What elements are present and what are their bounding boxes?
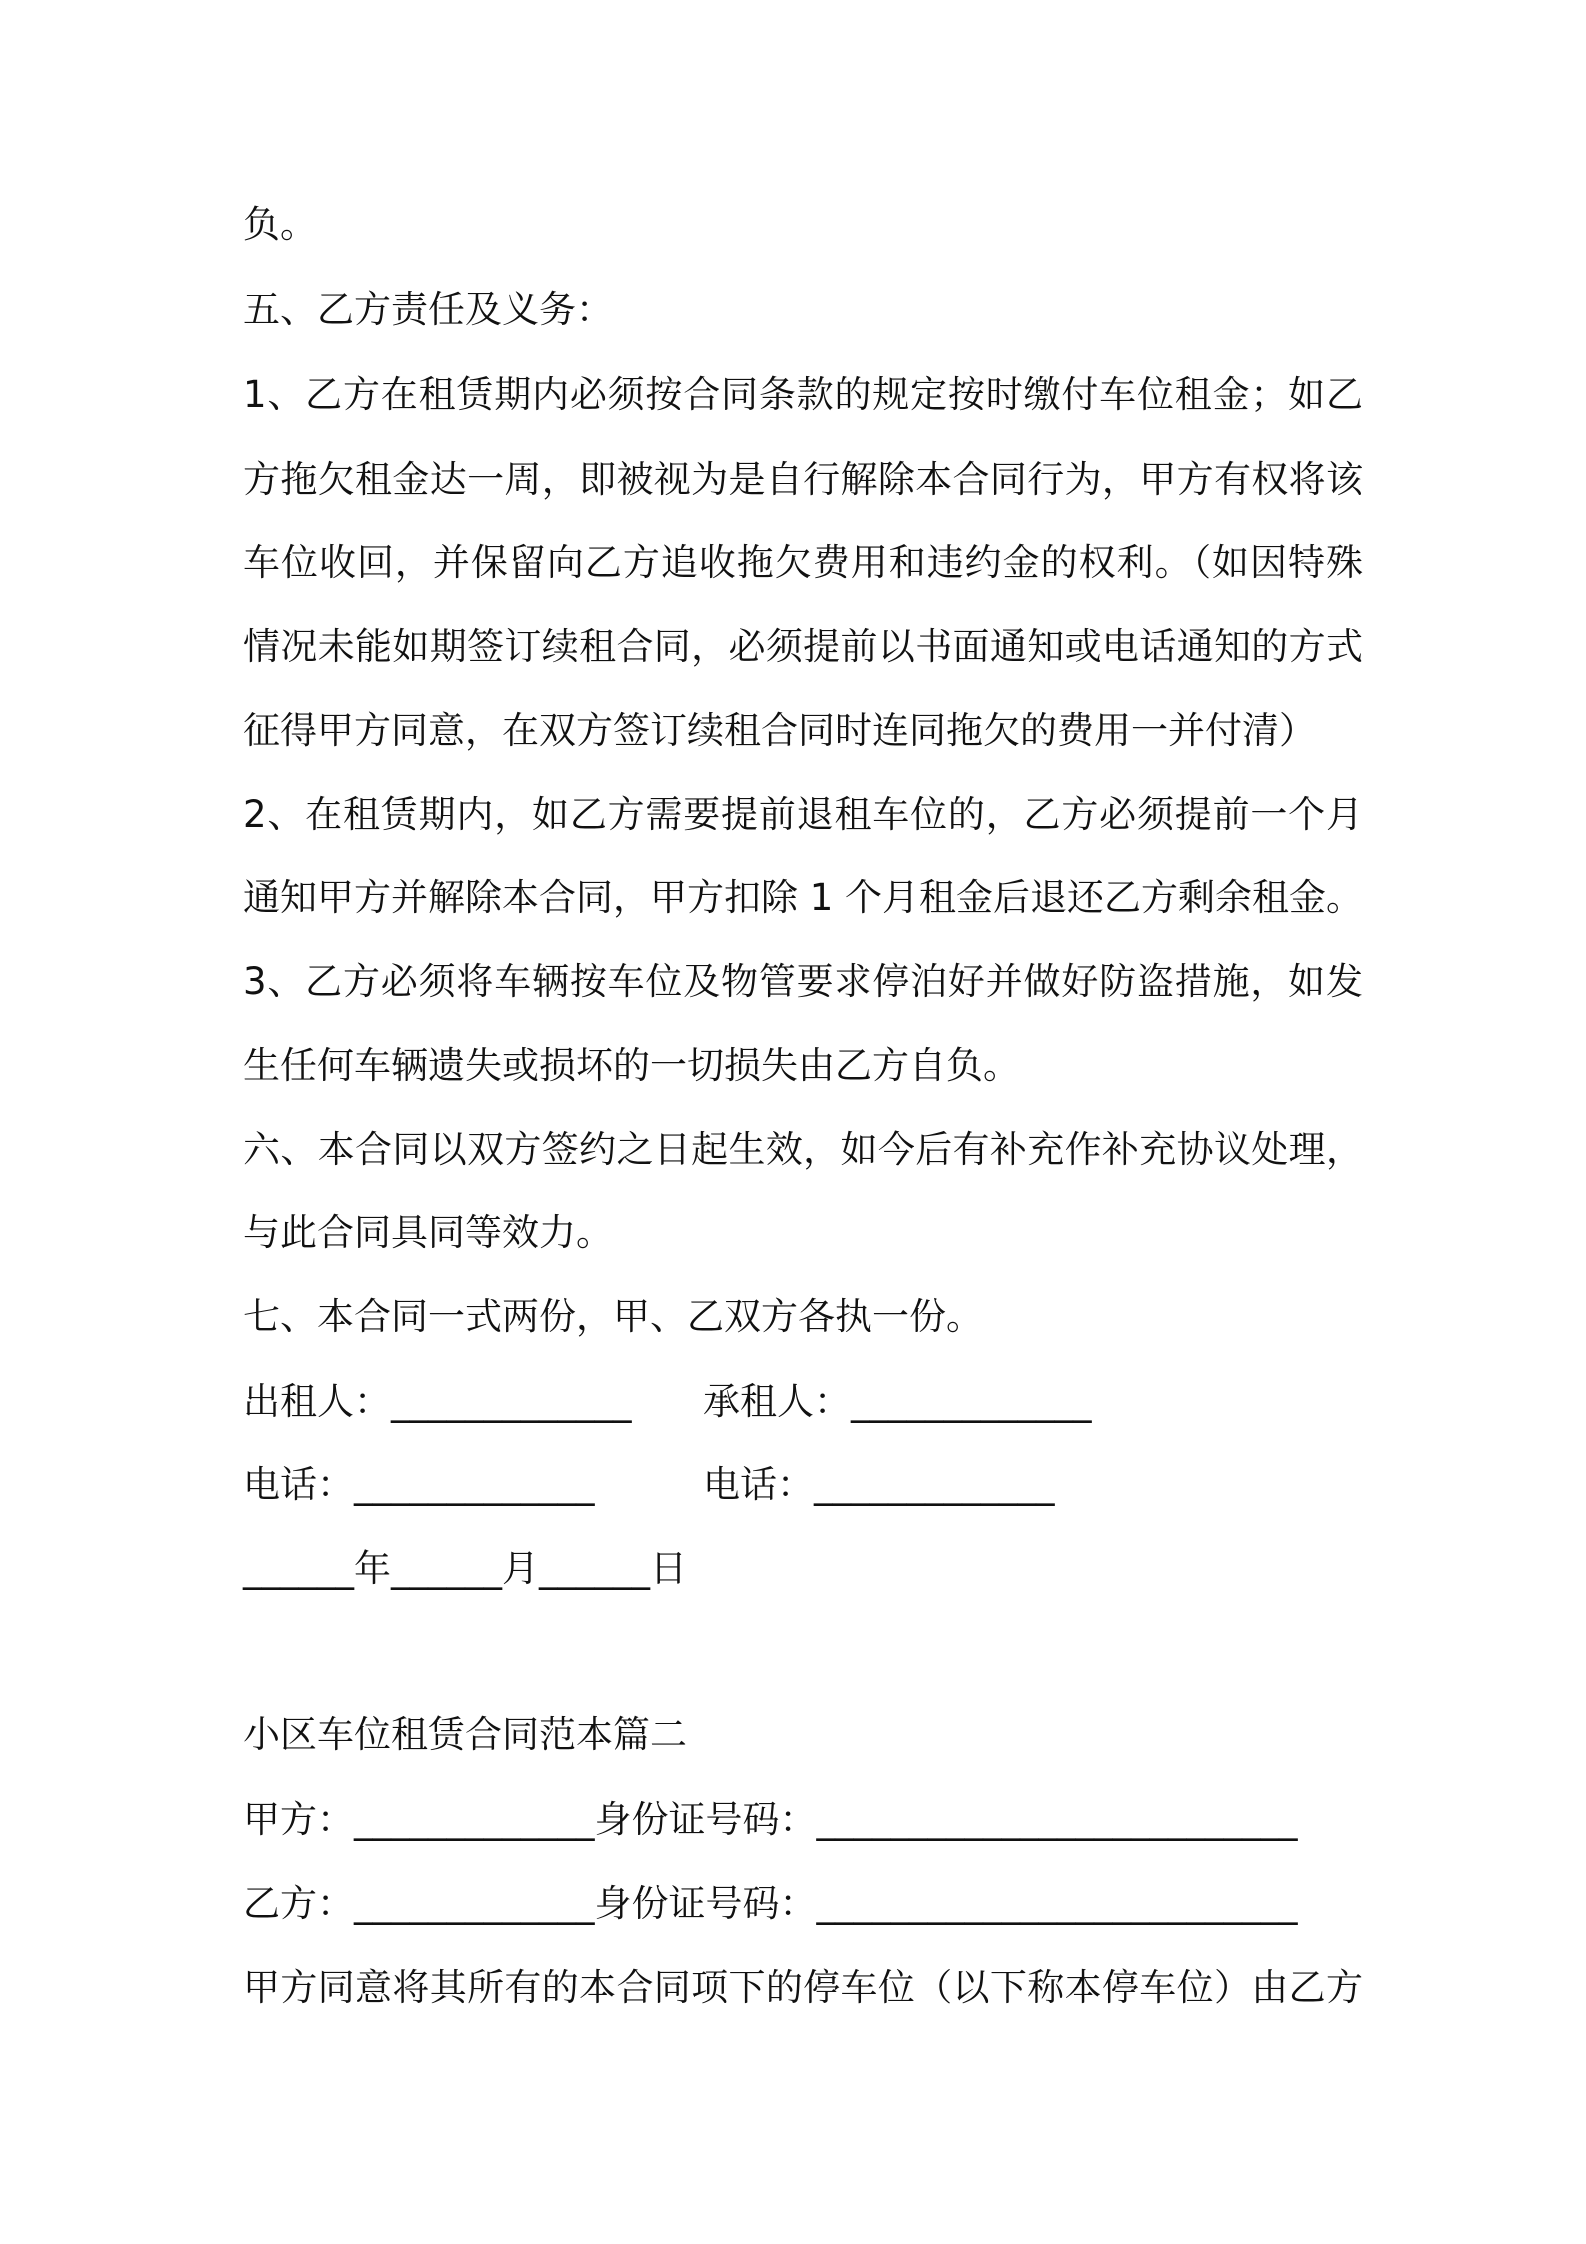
text-line-13: 与此合同具同等效力。 [243,1211,613,1254]
lessee-phone-field: 电话：_____________ [703,1463,1055,1506]
party-a-field: 甲方：_____________身份证号码：__________________________ [243,1798,1298,1841]
text-line-9: 通知甲方并解除本合同，甲方扣除 1 个月租金后退还乙方剩余租金。 [243,876,1364,919]
section-heading-5: 五、乙方责任及义务： [243,288,613,331]
date-field: ______年______月______日 [243,1547,687,1590]
party-b-field: 乙方：_____________身份证号码：__________________________ [243,1882,1298,1925]
intro-line: 甲方同意将其所有的本合同项下的停车位（以下称本停车位）由乙方 [243,1966,1363,2009]
text-line-1: 负。 [243,203,317,246]
text-line-5: 车位收回，并保留向乙方追收拖欠费用和违约金的权利。（如因特殊 [243,541,1363,584]
text-line-7: 征得甲方同意，在双方签订续租合同时连同拖欠的费用一并付清） [243,709,1316,752]
text-line-11: 生任何车辆遗失或损坏的一切损失由乙方自负。 [243,1044,1020,1087]
text-line-8: 2、在租赁期内，如乙方需要提前退租车位的，乙方必须提前一个月 [243,793,1363,836]
lessor-signature-field: 出租人：_____________ [243,1380,632,1423]
lessee-signature-field: 承租人：_____________ [703,1380,1092,1423]
text-line-14: 七、本合同一式两份，甲、乙双方各执一份。 [243,1295,983,1338]
section-title: 小区车位租赁合同范本篇二 [243,1713,687,1756]
lessor-phone-field: 电话：_____________ [243,1463,595,1506]
text-line-6: 情况未能如期签订续租合同，必须提前以书面通知或电话通知的方式 [243,625,1363,668]
text-line-12: 六、本合同以双方签约之日起生效，如今后有补充作补充协议处理， [243,1128,1363,1171]
text-line-3: 1、乙方在租赁期内必须按合同条款的规定按时缴付车位租金；如乙 [243,373,1363,416]
text-line-10: 3、乙方必须将车辆按车位及物管要求停泊好并做好防盗措施，如发 [243,960,1363,1003]
text-line-4: 方拖欠租金达一周，即被视为是自行解除本合同行为，甲方有权将该 [243,458,1363,501]
